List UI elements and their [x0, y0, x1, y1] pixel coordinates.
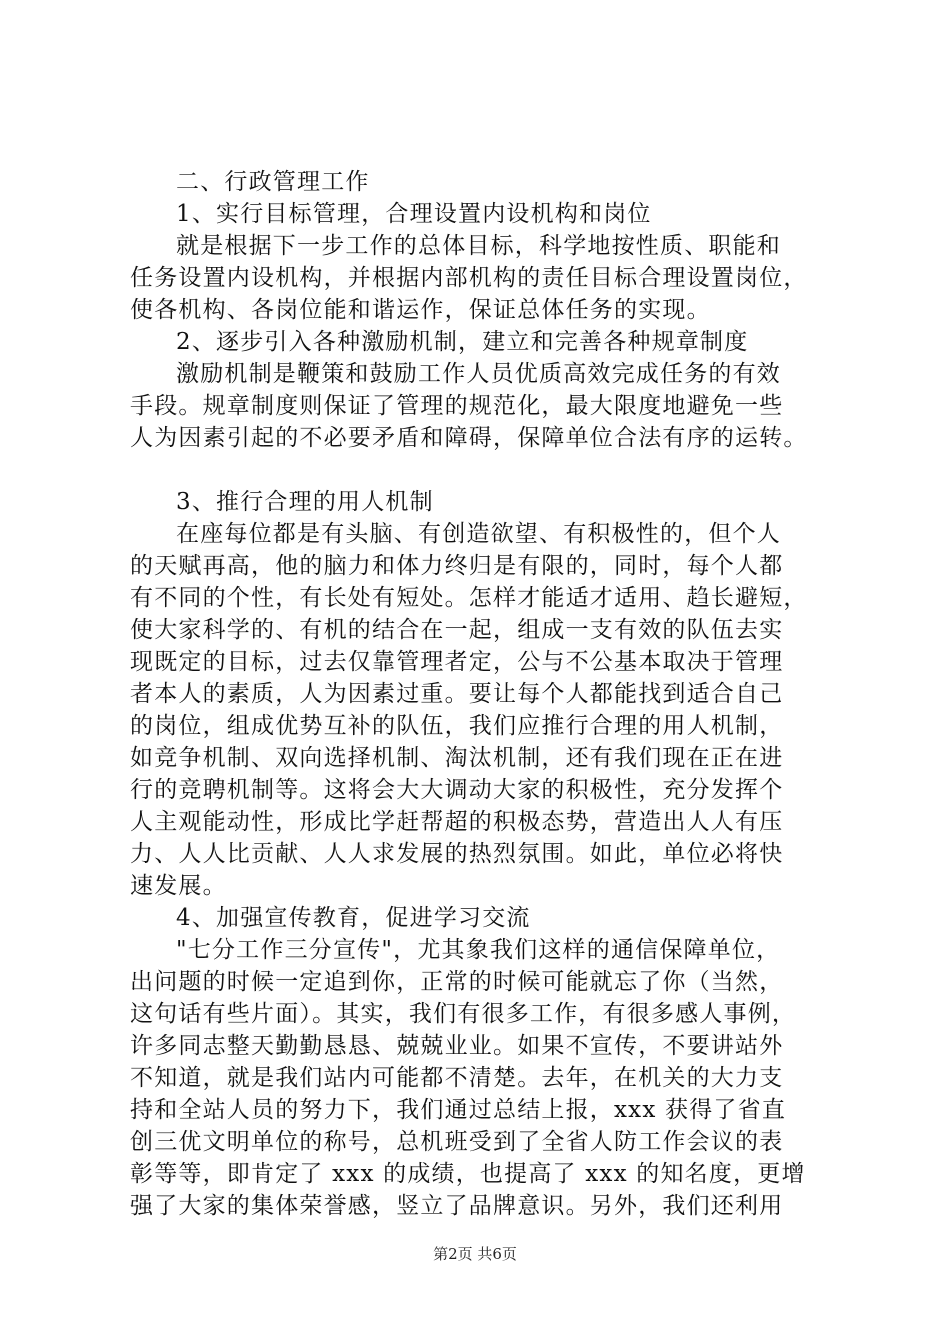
text-line: 许多同志整天勤勤恳恳、兢兢业业。如果不宣传，不要讲站外 [130, 1033, 784, 1059]
blank-line [130, 454, 830, 486]
text-line: 创三优文明单位的称号，总机班受到了全省人防工作会议的表 [130, 1129, 784, 1155]
text-line: 的岗位，组成优势互补的队伍，我们应推行合理的用人机制， [130, 713, 784, 739]
text-line: 者本人的素质，人为因素过重。要让每个人都能找到适合自己 [130, 681, 784, 707]
text-line: 行的竞聘机制等。这将会大大调动大家的积极性，充分发挥个 [130, 777, 784, 803]
text-line: 二、行政管理工作 [176, 169, 370, 195]
text-line: 4、加强宣传教育，促进学习交流 [176, 905, 531, 931]
text-line: 使大家科学的、有机的结合在一起，组成一支有效的队伍去实 [130, 617, 784, 643]
text-line: 力、人人比贡献、人人求发展的热烈氛围。如此，单位必将快 [130, 841, 784, 867]
page-footer: 第2页 共6页 [433, 1245, 517, 1263]
text-line: 人主观能动性，形成比学赶帮超的积极态势，营造出人人有压 [130, 809, 784, 835]
text-line: 持和全站人员的努力下，我们通过总结上报，xxx 获得了省直 [130, 1097, 787, 1123]
text-line: 激励机制是鞭策和鼓励工作人员优质高效完成任务的有效 [176, 361, 781, 387]
text-line: 强了大家的集体荣誉感，竖立了品牌意识。另外，我们还利用 [130, 1193, 784, 1219]
text-line: 人为因素引起的不必要矛盾和障碍，保障单位合法有序的运转。 [130, 425, 808, 451]
text-line: 在座每位都是有头脑、有创造欲望、有积极性的，但个人 [176, 521, 781, 547]
text-line: 使各机构、各岗位能和谐运作，保证总体任务的实现。 [130, 297, 711, 323]
text-line: 有不同的个性，有长处有短处。怎样才能适才适用、趋长避短， [130, 585, 808, 611]
text-line: 1、实行目标管理，合理设置内设机构和岗位 [176, 201, 652, 227]
text-line: 任务设置内设机构，并根据内部机构的责任目标合理设置岗位， [130, 265, 808, 291]
text-line: 速发展。 [130, 873, 227, 899]
text-line: 出问题的时候一定追到你，正常的时候可能就忘了你（当然， [130, 969, 784, 995]
text-line: 不知道，就是我们站内可能都不清楚。去年，在机关的大力支 [130, 1065, 784, 1091]
text-line: 这句话有些片面）。其实，我们有很多工作，有很多感人事例， [130, 1001, 797, 1027]
text-line: 2、逐步引入各种激励机制，建立和完善各种规章制度 [176, 329, 749, 355]
text-line: 3、推行合理的用人机制 [176, 489, 434, 515]
text-line: 现既定的目标，过去仅靠管理者定，公与不公基本取决于管理 [130, 649, 784, 675]
text-line: "七分工作三分宣传"，尤其象我们这样的通信保障单位， [176, 937, 781, 963]
text-line: 彰等等，即肯定了 xxx 的成绩，也提高了 xxx 的知名度，更增 [130, 1161, 806, 1187]
text-line: 的天赋再高，他的脑力和体力终归是有限的，同时，每个人都 [130, 553, 784, 579]
text-line: 手段。规章制度则保证了管理的规范化，最大限度地避免一些 [130, 393, 784, 419]
document-body [130, 166, 830, 1222]
text-line: 就是根据下一步工作的总体目标，科学地按性质、职能和 [176, 233, 781, 259]
text-line: 如竞争机制、双向选择机制、淘汰机制，还有我们现在正在进 [130, 745, 784, 771]
